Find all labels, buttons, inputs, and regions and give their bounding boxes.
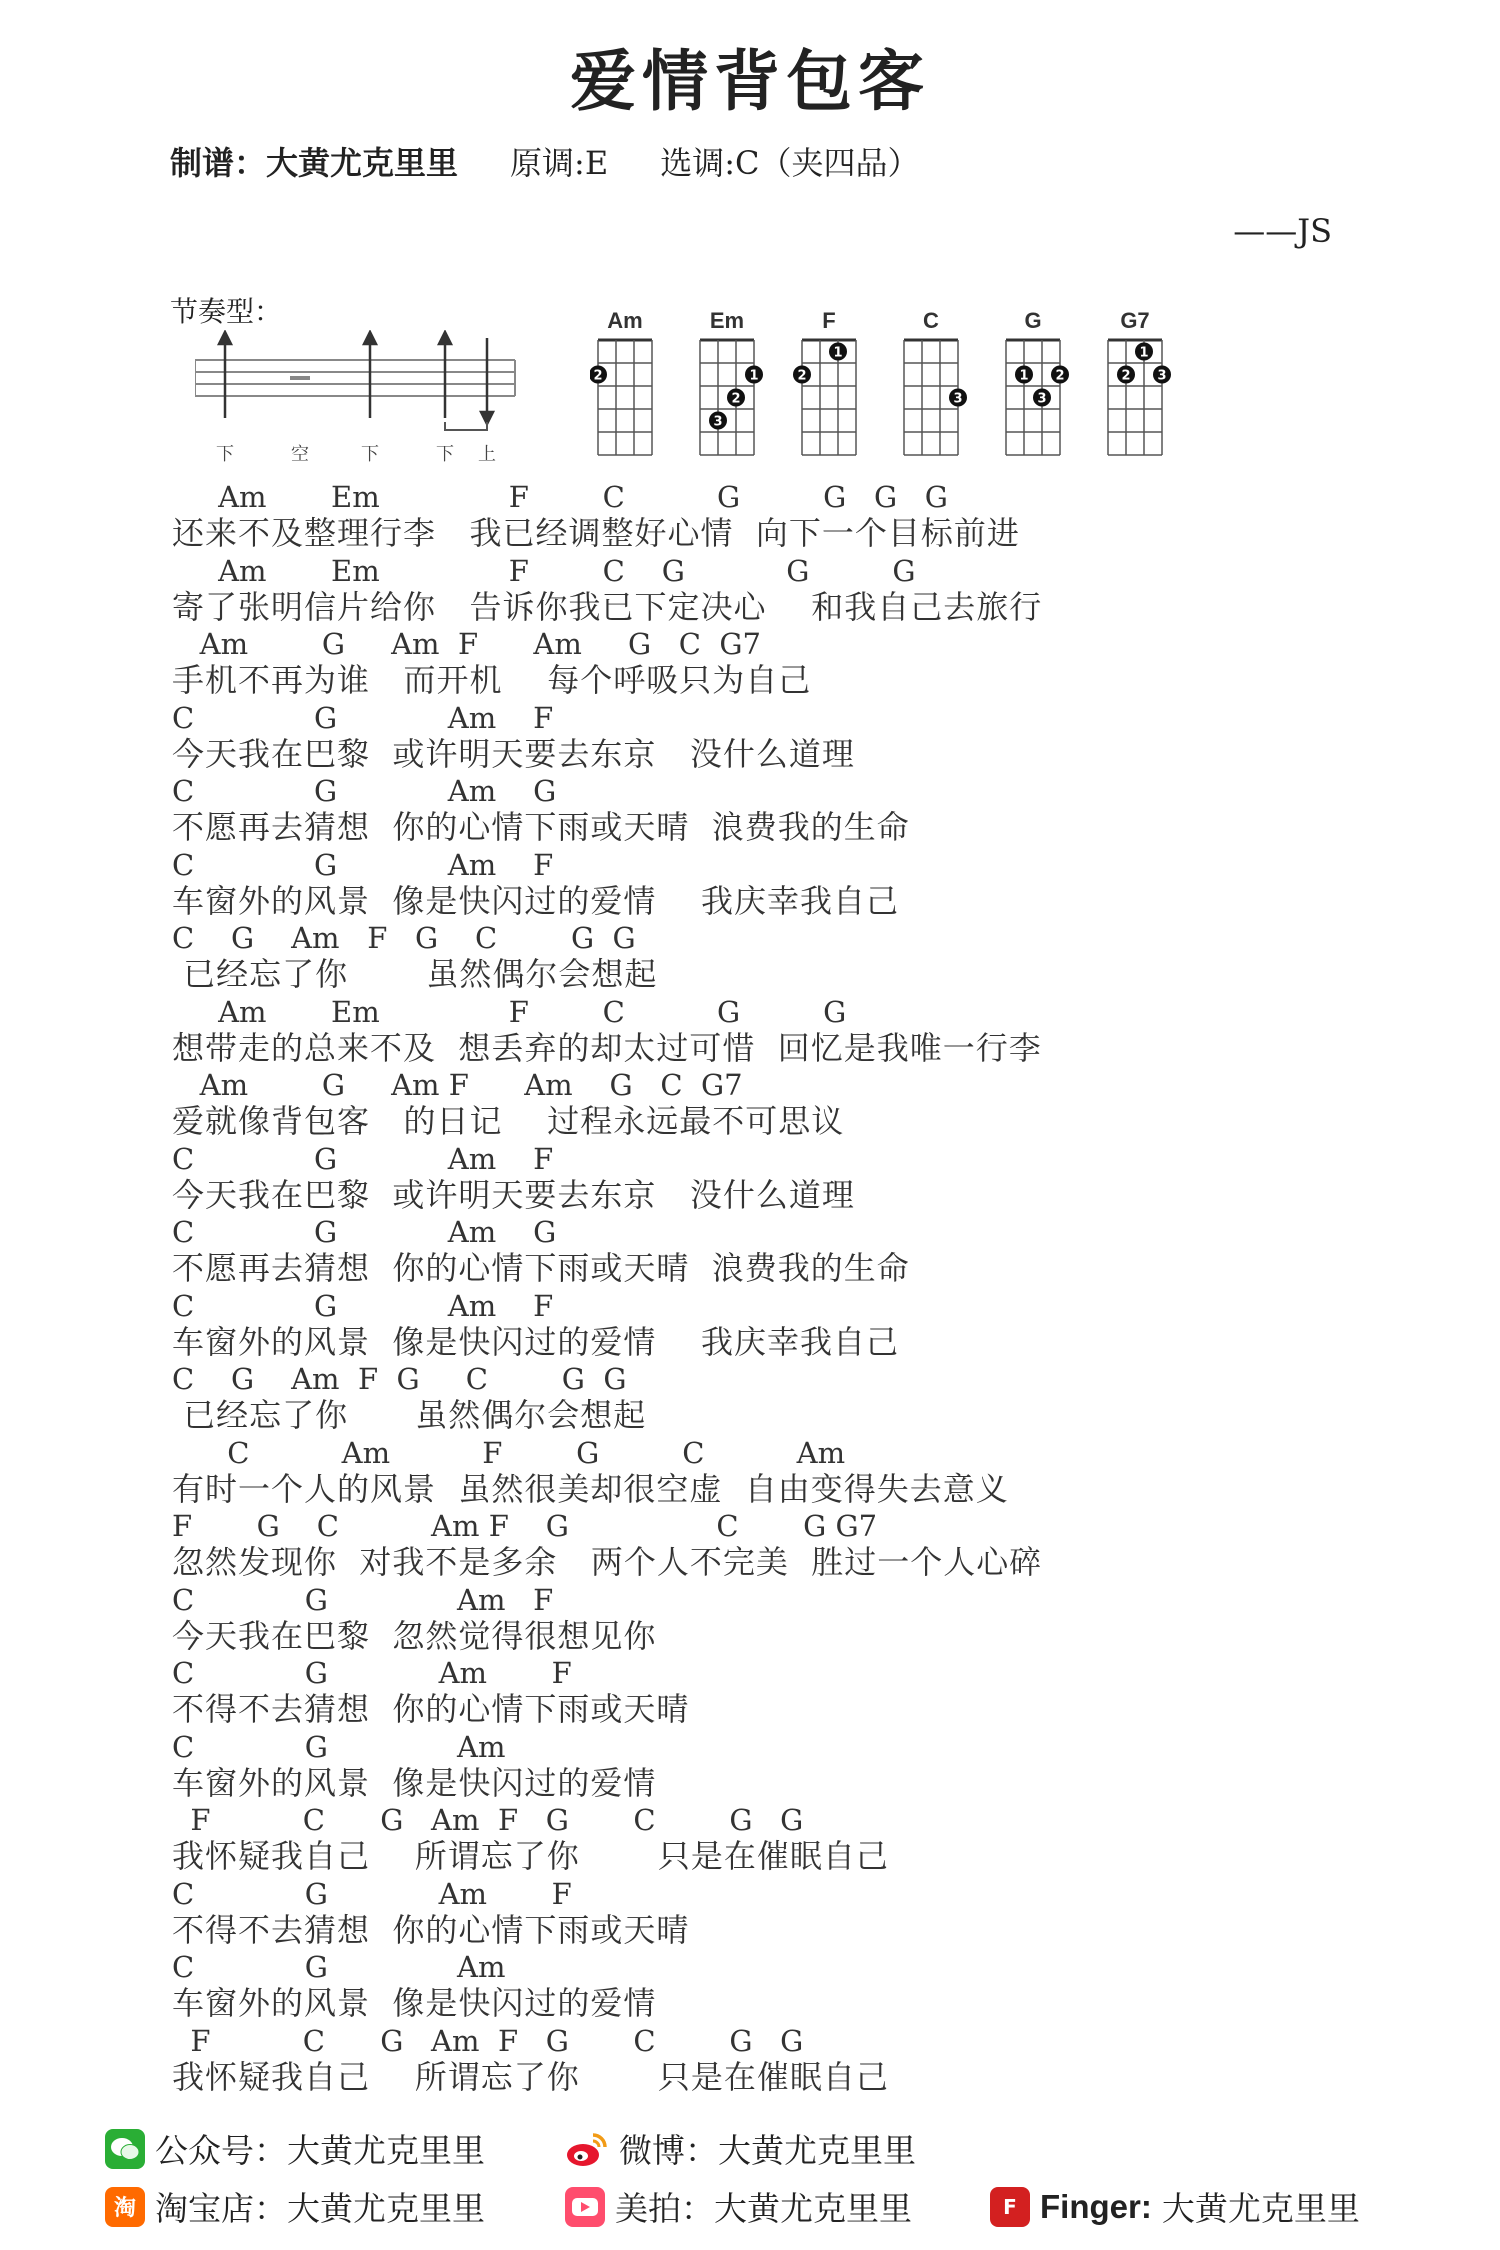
wechat-icon	[105, 2129, 145, 2169]
chord-row: C G Am G	[172, 774, 557, 808]
chord-diagram-am	[590, 308, 652, 455]
chord-diagrams	[590, 300, 1210, 470]
lyric-row: 还来不及整理行李 我已经调整好心情 向下一个目标前进	[172, 514, 1020, 552]
chord-row: C G Am F	[172, 700, 554, 735]
svg-text:3: 3	[1037, 391, 1047, 407]
lyric-row: 手机不再为谁 而开机 每个呼吸只为自己	[172, 661, 812, 699]
lyric-row: 已经忘了你 虽然偶尔会想起	[172, 955, 658, 993]
svg-text:3: 3	[953, 391, 963, 407]
song-line	[172, 700, 1422, 777]
lyric-row: 爱就像背包客 的日记 过程永远最不可思议	[172, 1102, 845, 1140]
weibo-text: 微博：大黄尤克里里	[619, 2131, 916, 2170]
song-line	[172, 553, 1422, 630]
rhythm-label-1: 下	[216, 444, 234, 465]
chord-row: C G Am	[172, 1729, 506, 1764]
chord-row: C G Am F	[172, 1656, 572, 1690]
arranger-name: 大黄尤克里里	[266, 144, 459, 182]
chord-row: Am Em F C G G G	[172, 553, 916, 588]
chord-diagram-g7	[1108, 308, 1171, 455]
song-line	[172, 1658, 1422, 1732]
lyric-row: 想带走的总来不及 想丢弃的却太过可惜 回忆是我唯一行李	[172, 1028, 1042, 1067]
footer-wechat[interactable]	[105, 2125, 485, 2172]
song-line	[172, 1217, 1422, 1291]
lyric-row: 不得不去猜想 你的心情下雨或天晴	[172, 1690, 690, 1728]
stroke-down-2	[364, 332, 376, 418]
song-line	[172, 2023, 1422, 2100]
song-line	[172, 923, 1422, 997]
footer-weibo[interactable]	[565, 2125, 916, 2172]
footer-taobao[interactable]	[105, 2183, 485, 2230]
chord-row: C G Am G	[172, 1215, 557, 1249]
svg-text:1: 1	[749, 368, 759, 384]
footer-finger[interactable]	[990, 2183, 1360, 2230]
lyric-row: 今天我在巴黎 或许明天要去东京 没什么道理	[172, 734, 855, 773]
chord-row: F C G Am F G C G G	[172, 2023, 804, 2058]
wechat-text: 公众号：大黄尤克里里	[155, 2131, 485, 2170]
lyric-row: 不愿再去猜想 你的心情下雨或天晴 浪费我的生命	[172, 808, 910, 846]
stroke-up	[481, 338, 493, 424]
svg-text:3: 3	[713, 414, 723, 430]
song-line	[172, 1805, 1422, 1879]
chord-row: F C G Am F G C G G	[172, 1803, 804, 1837]
lyric-row: 寄了张明信片给你 告诉你我已下定决心 和我自己去旅行	[172, 587, 1043, 626]
song-line	[172, 482, 1422, 556]
chord-name: F	[822, 308, 836, 333]
chord-row: C G Am F G C G G	[172, 921, 636, 955]
song-title: 爱情背包客	[570, 43, 930, 120]
finger-label: Finger:	[1040, 2187, 1152, 2225]
song-line	[172, 1364, 1422, 1438]
taobao-text: 淘宝店：大黄尤克里里	[155, 2189, 485, 2228]
chord-row: C G Am F	[172, 847, 554, 882]
song-line	[172, 1141, 1422, 1218]
svg-text:2: 2	[593, 368, 603, 384]
chosen-key: 选调:C（夹四品）	[660, 144, 920, 182]
svg-text:2: 2	[1055, 368, 1065, 384]
song-line	[172, 1070, 1422, 1144]
svg-text:1: 1	[1139, 345, 1149, 361]
chord-row: Am Em F C G G G G	[172, 480, 948, 514]
chord-row: C G Am F	[172, 1288, 554, 1323]
arranger-label: 制谱：	[170, 144, 267, 182]
chord-row: C G Am F	[172, 1876, 572, 1911]
svg-text:3: 3	[1157, 368, 1167, 384]
taobao-icon: 淘	[105, 2187, 145, 2227]
chord-row: F G C Am F G C G G7	[172, 1509, 878, 1543]
song-line	[172, 1582, 1422, 1659]
rhythm-label-2: 空	[291, 444, 309, 465]
chord-name: Am	[607, 308, 643, 333]
lyric-row: 今天我在巴黎 或许明天要去东京 没什么道理	[172, 1175, 855, 1214]
song-line	[172, 1952, 1422, 2026]
lyric-row: 有时一个人的风景 虽然很美却很空虚 自由变得失去意义	[172, 1469, 1009, 1508]
svg-text:1: 1	[1019, 368, 1029, 384]
chord-name: C	[923, 308, 939, 333]
chord-row: Am G Am F Am G C G7	[172, 1068, 743, 1102]
lyric-row: 我怀疑我自己 所谓忘了你 只是在催眠自己	[172, 1837, 889, 1875]
song-line	[172, 1729, 1422, 1806]
lyric-row: 车窗外的风景 像是快闪过的爱情	[172, 1763, 657, 1802]
chord-diagram-c	[904, 308, 967, 455]
lyric-row: 车窗外的风景 像是快闪过的爱情 我庆幸我自己	[172, 1322, 900, 1361]
rhythm-label-5: 上	[478, 444, 496, 465]
lyric-row: 忽然发现你 对我不是多余 两个人不完美 胜过一个人心碎	[172, 1543, 1043, 1581]
chord-row: Am G Am F Am G C G7	[172, 627, 762, 661]
chord-name: G7	[1120, 308, 1150, 333]
svg-text:2: 2	[731, 391, 741, 407]
lyric-row: 不得不去猜想 你的心情下雨或天晴	[172, 1910, 690, 1949]
svg-text:2: 2	[1121, 368, 1131, 384]
chord-row: C G Am	[172, 1950, 506, 1984]
author-credit: ——JS	[1233, 212, 1332, 250]
chord-row: C Am F G C Am	[172, 1435, 846, 1470]
lyric-row: 车窗外的风景 像是快闪过的爱情	[172, 1984, 657, 2022]
rhythm-pattern	[195, 330, 525, 480]
chord-diagram-f	[793, 308, 856, 455]
chord-row: C G Am F G C G G	[172, 1362, 627, 1396]
footer-meipai[interactable]	[565, 2183, 912, 2230]
chord-name: Em	[709, 308, 745, 333]
weibo-icon	[565, 2129, 609, 2169]
song-sheet	[172, 482, 1422, 2099]
song-line	[172, 847, 1422, 924]
song-line	[172, 1511, 1422, 1585]
stroke-down-3	[439, 332, 451, 418]
stroke-down-1	[219, 332, 231, 418]
original-key: 原调:E	[510, 144, 609, 182]
chord-diagram-em	[700, 308, 763, 455]
chord-name: G	[1024, 308, 1042, 333]
meta-line	[170, 138, 919, 184]
meipai-text: 美拍：大黄尤克里里	[615, 2189, 912, 2228]
chord-row: Am Em F C G G	[172, 994, 847, 1029]
finger-name: 大黄尤克里里	[1161, 2189, 1360, 2228]
chord-diagram-g	[1006, 308, 1069, 455]
lyric-row: 今天我在巴黎 忽然觉得很想见你	[172, 1616, 657, 1655]
song-line	[172, 629, 1422, 703]
lyric-row: 已经忘了你 虽然偶尔会想起	[172, 1396, 647, 1434]
song-line	[172, 994, 1422, 1071]
lyric-row: 车窗外的风景 像是快闪过的爱情 我庆幸我自己	[172, 881, 900, 920]
lyric-row: 不愿再去猜想 你的心情下雨或天晴 浪费我的生命	[172, 1249, 910, 1287]
svg-text:1: 1	[833, 345, 843, 361]
chord-row: C G Am F	[172, 1582, 554, 1617]
rhythm-label-4: 下	[436, 444, 454, 465]
rhythm-label-3: 下	[361, 444, 379, 465]
lyric-row: 我怀疑我自己 所谓忘了你 只是在催眠自己	[172, 2057, 889, 2096]
song-line	[172, 1435, 1422, 1512]
chord-row: C G Am F	[172, 1141, 554, 1176]
rhythm-label: 节奏型：	[170, 295, 283, 328]
song-line	[172, 1288, 1422, 1365]
song-line	[172, 1876, 1422, 1953]
finger-icon: F	[990, 2187, 1030, 2227]
meipai-icon	[565, 2187, 605, 2227]
song-line	[172, 776, 1422, 850]
svg-text:2: 2	[797, 368, 807, 384]
